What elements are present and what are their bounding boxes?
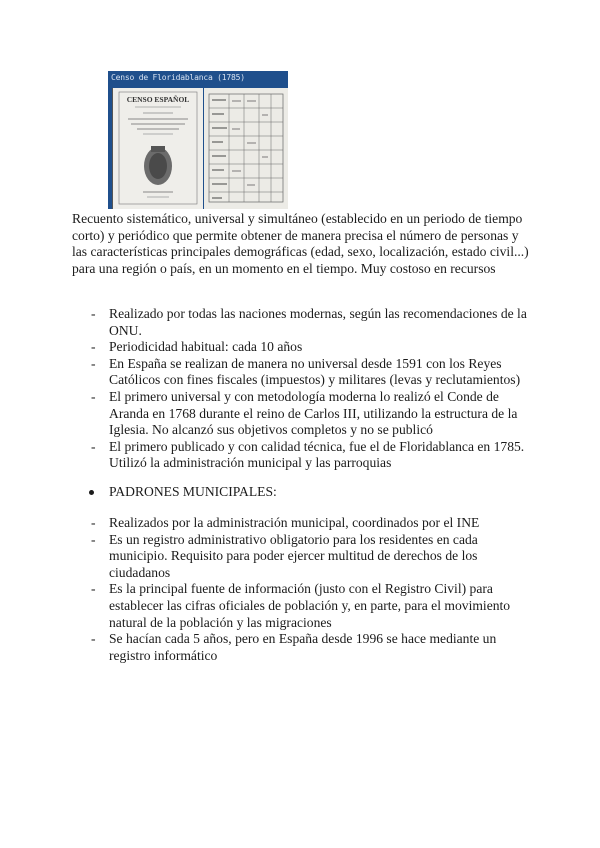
census-document-image	[108, 71, 288, 209]
left-page-title: CENSO ESPAÑOL	[126, 95, 190, 104]
title-page-drawing	[113, 88, 203, 209]
list-item	[72, 389, 532, 439]
list-item	[72, 581, 532, 631]
list-item-text: En España se realizan de manera no universal desde 1591 con los Reyes Católicos con fines fiscales (impuestos) y militares (levas y reclutamientos)	[109, 355, 521, 388]
list-item-text: El primero universal y con metodología moderna lo realizó el Conde de Aranda en 1768 durante el reino de Carlos III, utilizando la estructura de la Iglesia. No alcanzó sus objetivos completos y no se publicó	[109, 388, 518, 438]
list-item-text: El primero publicado y con calidad técnica, fue el de Floridablanca en 1785. Utilizó la administración municipal y las parroquias	[109, 438, 525, 471]
list-item	[72, 515, 532, 532]
dash-marker: -	[91, 306, 96, 321]
list-item	[72, 532, 532, 582]
padrones-heading-text: PADRONES MUNICIPALES:	[109, 484, 277, 499]
census-features-list	[72, 306, 532, 472]
dash-marker: -	[91, 531, 96, 547]
dash-marker: -	[91, 631, 96, 647]
dash-marker: -	[91, 388, 96, 404]
dash-marker: -	[91, 355, 96, 371]
dash-marker: -	[91, 438, 96, 454]
list-item	[72, 631, 532, 664]
image-caption: Censo de Floridablanca (1785)	[111, 73, 245, 82]
list-item-text: Periodicidad habitual: cada 10 años	[109, 339, 303, 355]
list-item-text: Realizado por todas las naciones modernas, según las recomendaciones de la ONU.	[109, 306, 527, 338]
table-page-drawing	[204, 88, 288, 209]
padrones-features-list	[72, 515, 532, 664]
list-item-text: Es un registro administrativo obligatorio para los residentes en cada municipio. Requisito para poder ejercer multitud de derechos de los ciudadanos	[109, 531, 478, 580]
census-table-page	[204, 88, 288, 209]
list-item	[72, 439, 532, 472]
dash-marker: -	[91, 581, 96, 597]
list-item	[72, 339, 532, 356]
bullet-dot-icon	[89, 490, 94, 495]
list-item-text: Es la principal fuente de información (justo con el Registro Civil) para establecer las cifras oficiales de población y, en parte, para el movimiento natural de la población y las migraciones	[109, 581, 511, 630]
census-definition-paragraph: Recuento sistemático, universal y simultáneo (establecido en un periodo de tiempo corto) y periódico que permite obtener de manera precisa el número de personas y las características principales demográficas (edad, sexo, localización, estado civil...) para una región o país, en un momento en el tiempo. Muy costoso en recursos	[72, 211, 529, 276]
list-item	[72, 356, 532, 389]
padrones-heading	[72, 484, 532, 501]
dash-marker: -	[91, 339, 96, 355]
dash-marker: -	[91, 515, 96, 530]
list-item	[72, 306, 532, 339]
list-item-text: Se hacían cada 5 años, pero en España desde 1996 se hace mediante un registro informático	[109, 631, 497, 663]
census-title-page	[112, 88, 203, 209]
list-item-text: Realizados por la administración municipal, coordinados por el INE	[109, 515, 480, 530]
